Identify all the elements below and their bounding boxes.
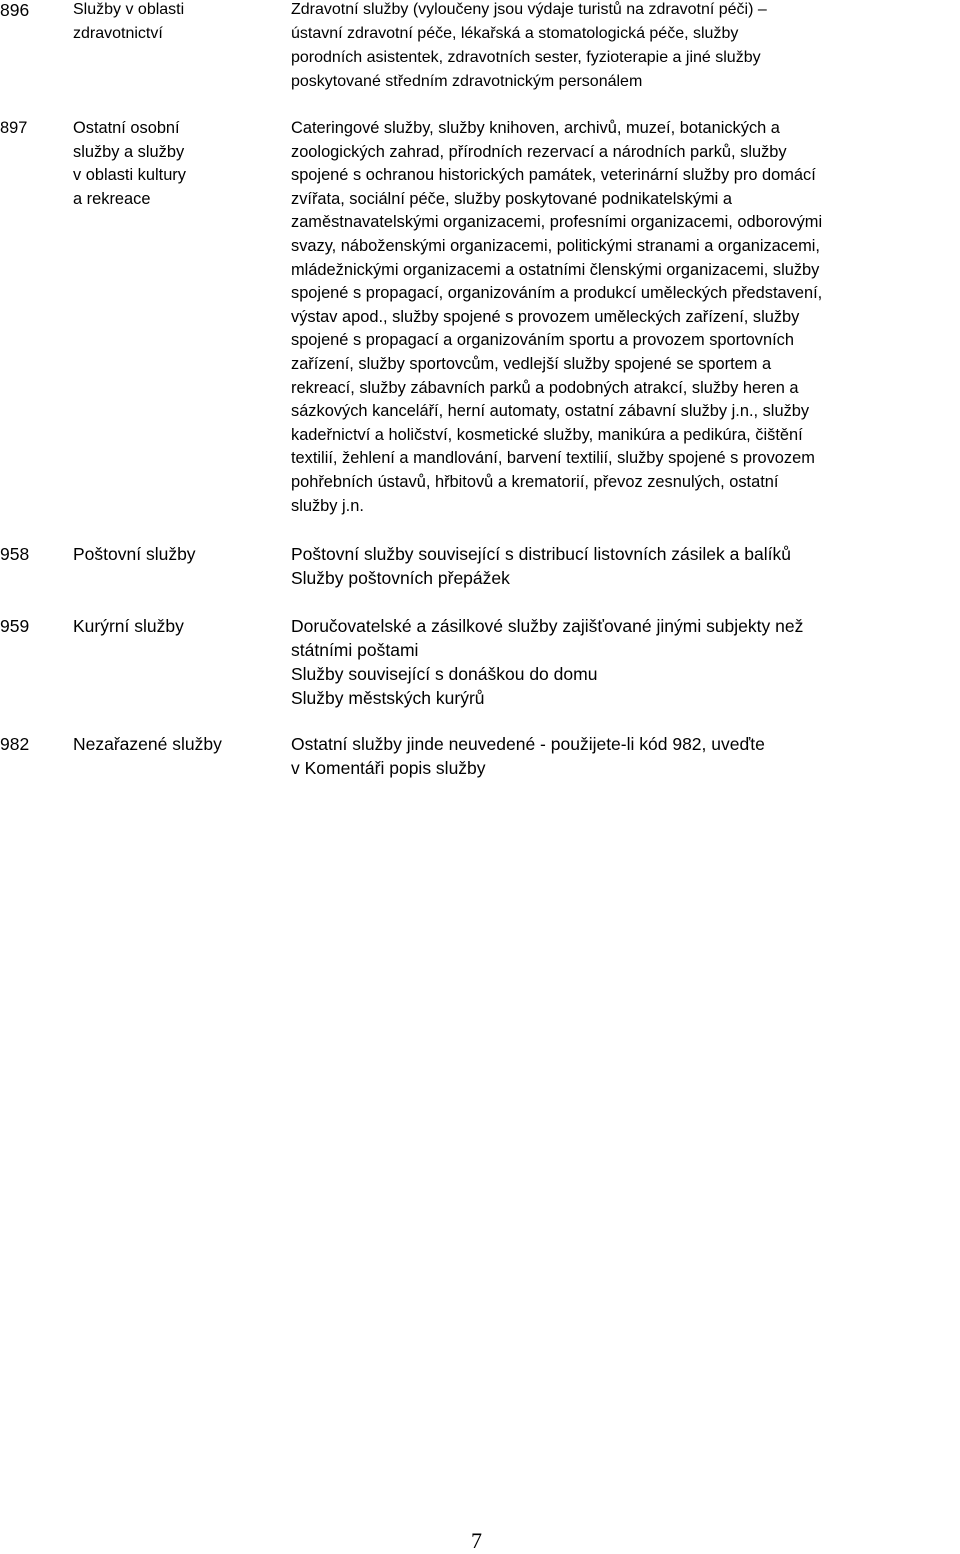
entry-name-line: Služby v oblasti: [73, 1, 185, 18]
page-number: 7: [471, 1528, 482, 1553]
entry-description-line: mládežnickými organizacemi a ostatními členskými organizacemi, služby: [291, 260, 820, 279]
entry-description-line: textilií, žehlení a mandlování, barvení textilií, služby spojené s provozem: [291, 449, 815, 468]
entry-description-line: zařízení, služby sportovcům, vedlejší služby spojené se sportem a: [291, 354, 772, 373]
entry-name-line: a rekreace: [73, 189, 151, 208]
entry-description-line: svazy, náboženskými organizacemi, politickými stranami a organizacemi,: [291, 236, 820, 255]
entry-description-line: sázkových kanceláří, herní automaty, ostatní zábavní služby j.n., služby: [291, 402, 810, 421]
entry-description-line: Ostatní služby jinde neuvedené - použijete-li kód 982, uveďte: [291, 734, 765, 754]
entry-description-line: ústavní zdravotní péče, lékařská a stomatologická péče, služby: [291, 25, 739, 42]
entry-name: [73, 614, 283, 638]
entry-description-line: v Komentáři popis služby: [291, 758, 486, 778]
entry-description-line: Služby poštovních přepážek: [291, 568, 510, 588]
entry-description-line: porodních asistentek, zdravotních sester, fyzioterapie a jiné služby: [291, 49, 761, 66]
entry-description-line: služby j.n.: [291, 496, 364, 515]
entry-description-line: Poštovní služby související s distribucí listovních zásilek a balíků: [291, 544, 791, 564]
entry-description-line: Cateringové služby, služby knihoven, archivů, muzeí, botanických a: [291, 119, 780, 137]
entry-description: [291, 0, 959, 94]
entry-name: [73, 0, 283, 46]
entry-description: [291, 732, 959, 780]
entry-description-line: poskytované středním zdravotnickým personálem: [291, 73, 643, 90]
entry-description-line: rekreací, služby zábavních parků a podobných atrakcí, služby heren a: [291, 378, 799, 397]
entry-name: [73, 732, 283, 756]
entry-name-line: v oblasti kultury: [73, 166, 186, 185]
entry-name: [73, 542, 283, 566]
entry-description: [291, 117, 959, 518]
entry-description-line: pohřebních ústavů, hřbitovů a krematorií, převoz zesnulých, ostatní: [291, 472, 779, 491]
entry-description-line: kadeřnictví a holičství, kosmetické služby, manikúra a pedikúra, čištění: [291, 425, 803, 444]
entry-description-line: zvířata, sociální péče, služby poskytované podnikatelskými a: [291, 189, 732, 208]
entry-description-line: státními poštami: [291, 640, 419, 660]
entry-description-line: Doručovatelské a zásilkové služby zajišťované jinými subjekty než: [291, 616, 804, 636]
entry-name-line: Nezařazené služby: [73, 734, 222, 754]
entry-description-line: zaměstnavatelskými organizacemi, profesními organizacemi, odborovými: [291, 213, 823, 232]
entry-description-line: výstav apod., služby spojené s provozem uměleckých zařízení, služby: [291, 307, 800, 326]
entry-name: [73, 117, 283, 211]
entry-description-line: spojené s propagací a organizováním sportu a provozem sportovních: [291, 331, 794, 350]
entry-code: 896: [0, 0, 30, 20]
entry-name-line: Poštovní služby: [73, 544, 196, 564]
entry-code: 959: [0, 616, 30, 636]
entry-description: [291, 614, 959, 710]
entry-description-line: Služby související s donáškou do domu: [291, 664, 598, 684]
entry-code: 958: [0, 544, 30, 564]
entry-name-line: Ostatní osobní: [73, 119, 180, 137]
entry-name-line: služby a služby: [73, 142, 185, 161]
entry-code: 982: [0, 734, 30, 754]
entry-description: [291, 542, 959, 590]
entry-code: 897: [0, 119, 28, 137]
entry-name-line: zdravotnictví: [73, 25, 163, 42]
entry-description-line: spojené s propagací, organizováním a produkcí uměleckých představení,: [291, 284, 823, 303]
entry-description-line: zoologických zahrad, přírodních rezervací a národních parků, služby: [291, 142, 787, 161]
entry-description-line: Služby městských kurýrů: [291, 688, 485, 708]
entry-description-line: Zdravotní služby (vyloučeny jsou výdaje turistů na zdravotní péči) –: [291, 1, 767, 18]
entry-description-line: spojené s ochranou historických památek, veterinární služby pro domácí: [291, 166, 816, 185]
entry-name-line: Kurýrní služby: [73, 616, 184, 636]
